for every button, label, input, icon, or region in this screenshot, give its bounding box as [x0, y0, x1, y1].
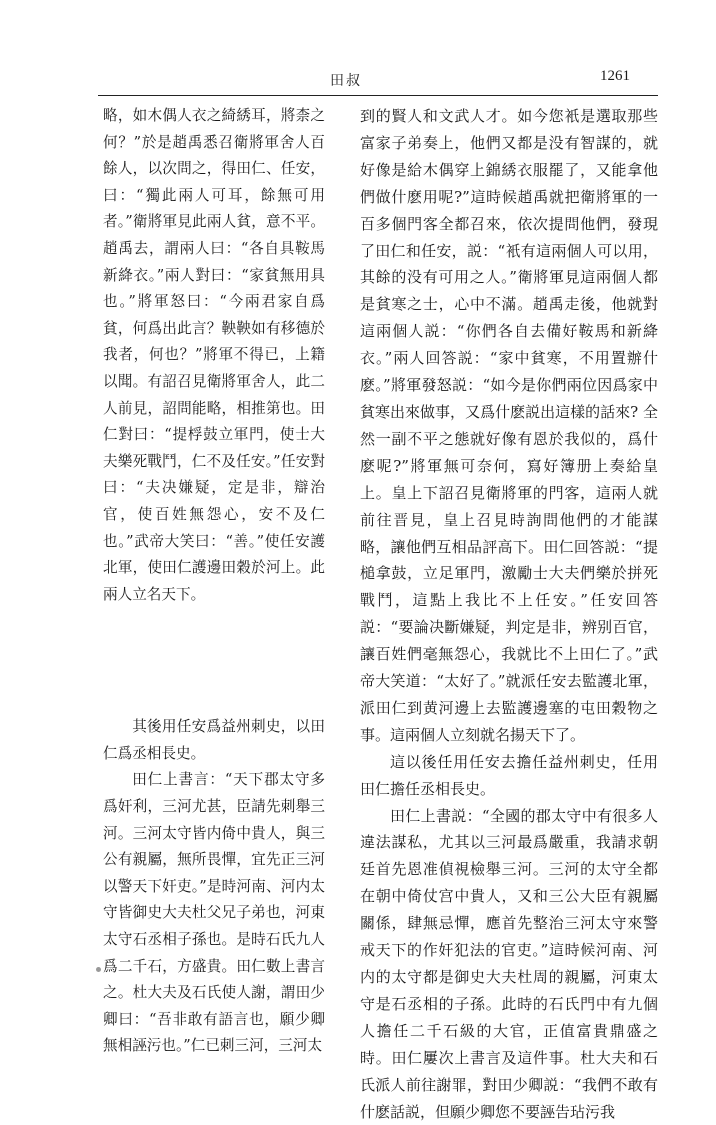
translation-column — [360, 103, 658, 1125]
translation-paragraph: 田仁上書説：“全國的郡太守中有很多人違法謀私，尤其以三河最爲嚴重，我請求朝廷首先恩准偵視檢舉三河。三河的太守全都在朝中倚仗宫中貴人，又和三公大臣有親屬關係，肆無忌憚，應首先整治三河太守來警戒天下的作奸犯法的官吏。”這時候河南、河内的太守都是御史大夫杜周的親屬，河東太守是石丞相的子孫。此時的石氏門中有九個人擔任二千石級的大官，正值富貴鼎盛之時。田仁屢次上書言及這件事。杜大夫和石氏派人前往謝罪，對田少卿説：“我們不敢有什麽話説，但願少卿您不要誣告玷污我 — [360, 806, 658, 1121]
scan-speck — [96, 967, 101, 972]
column-gap — [103, 608, 325, 714]
original-paragraph: 其後用任安爲益州刺史，以田仁爲丞相長史。 — [103, 718, 325, 762]
translation-paragraph: 這以後任用任安去擔任益州刺史，任用田仁擔任丞相長史。 — [360, 752, 658, 798]
running-header — [0, 62, 716, 92]
original-paragraph: 田仁上書言：“天下郡太守多爲奸利，三河尤甚，臣請先刺舉三河。三河太守皆内倚中貴人，與三公有親屬，無所畏憚，宜先正三河以警天下奸吏。”是時河南、河内太守皆御史大夫杜父兄子弟也，河東太守石丞相子孫也。是時石氏九人爲二千石，方盛貴。田仁數上書言之。杜大夫及石氏使人謝，謂田少卿曰：“吾非敢有語言也，願少卿無相誣污也。”仁已刺三河，三河太 — [103, 771, 325, 1055]
translation-paragraph: 到的賢人和文武人才。如今您衹是選取那些富家子弟奏上，他們又都是没有智謀的，就好像是給木偶穿上錦綉衣服罷了，又能拿他們做什麽用呢?”這時候趙禹就把衛將軍的一百多個門客全都召來，依次提問他們，發現了田仁和任安，説：“衹有這兩個人可以用，其餘的没有可用之人。”衛將軍見這兩個人都是貧寒之士，心中不滿。趙禹走後，他就對這兩個人説：“你們各自去備好鞍馬和新絳衣。”兩人回答説：“家中貧寒，不用置辦什麽。”將軍發怒説：“如今是你們兩位因爲家中貧寒出來做事，又爲什麽説出這樣的話來? 全然一副不平之態就好像有恩於我似的，爲什麽呢?”將軍無可奈何，寫好簿册上奏給皇上。皇上下詔召見衛將軍的門客，這兩人就前往晋見，皇上召見時詢問他們的才能謀略，讓他們互相品評高下。田仁回答説：“提槌拿鼓，立足軍門，激勵士大夫們樂於拼死戰鬥，這點上我比不上任安。”任安回答説：“要論决斷嫌疑，判定是非，辨别百官，讓百姓們毫無怨心，我就比不上田仁了。”武帝大笑道：“太好了。”就派任安去監護北軍，派田仁到黄河邊上去監護邊塞的屯田穀物之事。這兩個人立刻就名揚天下了。 — [360, 107, 658, 744]
running-title: 田叔 — [330, 73, 362, 89]
original-paragraph: 略，如木偶人衣之綺綉耳，將柰之何？”於是趙禹悉召衛將軍舍人百餘人，以次問之，得田仁、任安，曰：“獨此兩人可耳，餘無可用者。”衛將軍見此兩人貧，意不平。趙禹去，謂兩人曰：“各自具鞍馬新絳衣。”兩人對曰：“家貧無用具也。”將軍怒曰：“今兩君家自爲貧，何爲出此言？鞅鞅如有移德於我者，何也？”將軍不得已，上籍以聞。有詔召見衛將軍舍人，此二人前見，詔問能略，相推第也。田仁對曰：“提桴鼓立軍門，使士大夫樂死戰鬥，仁不及任安。”任安對曰：“夫决嫌疑，定是非，辯治官，使百姓無怨心，安不及仁也。”武帝大笑曰：“善。”使任安護北軍，使田仁護邊田穀於河上。此兩人立名天下。 — [103, 107, 325, 603]
original-text-column — [103, 103, 325, 1060]
header-rule — [98, 95, 658, 96]
page-number: 1261 — [600, 68, 630, 84]
